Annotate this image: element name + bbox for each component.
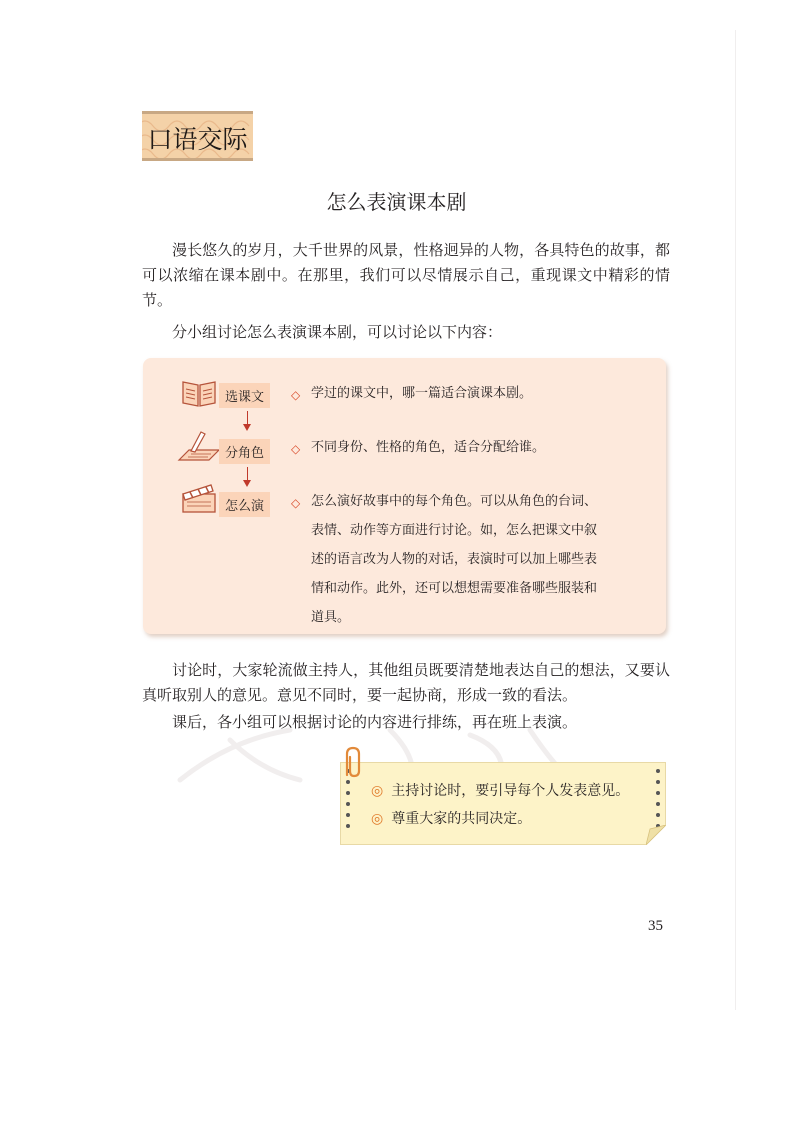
after-class-paragraph: 课后，各小组可以根据讨论的内容进行排练，再在班上表演。 (172, 713, 578, 731)
arrow-connector (247, 467, 248, 481)
pen-paper-icon (175, 430, 221, 464)
step-desc-line: 怎么演好故事中的每个角色。可以从角色的台词、 (311, 494, 598, 509)
diamond-bullet-icon: ◇ (291, 388, 301, 402)
step-label-perform: 怎么演 (219, 492, 270, 517)
clapperboard-icon (181, 482, 217, 514)
step-desc-line: 不同身份、性格的角色，适合分配给谁。 (311, 440, 546, 455)
arrow-down-icon (243, 480, 251, 487)
tips-note (340, 762, 666, 845)
step-desc-line: 道具。 (311, 610, 351, 625)
section-badge-title: 口语交际 (147, 125, 248, 154)
discussion-rules-paragraph: 讨论时，大家轮流做主持人，其他组员既要清楚地表达自己的想法，又要认真听取别人的意见。意见不同时，要一起协商，形成一致的看法。 (142, 661, 670, 704)
page-curl-icon (646, 825, 666, 845)
intro-paragraph: 漫长悠久的岁月，大千世界的风景，性格迥异的人物，各具特色的故事，都可以浓缩在课本剧中。在那里，我们可以尽情展示自己，重现课文中精彩的情节。 (142, 241, 670, 309)
page-edge (735, 30, 736, 1010)
task-paragraph: 分小组讨论怎么表演课本剧，可以讨论以下内容： (172, 323, 503, 341)
step-desc-line: 表情、动作等方面进行讨论。如，怎么把课文中叙 (311, 523, 598, 538)
discussion-topics-box (143, 358, 666, 634)
paperclip-icon (339, 745, 367, 781)
step-label-select: 选课文 (219, 383, 270, 408)
diamond-bullet-icon: ◇ (291, 442, 301, 456)
circle-bullet-icon: ◎ (371, 783, 384, 799)
step-desc-line: 学过的课文中，哪一篇适合演课本剧。 (311, 386, 533, 401)
step-desc-line: 情和动作。此外，还可以想想需要准备哪些服装和 (311, 581, 598, 596)
diamond-bullet-icon: ◇ (291, 496, 301, 510)
tip-item (371, 780, 629, 800)
lesson-title: 怎么表演课本剧 (326, 190, 467, 214)
section-badge (142, 111, 253, 161)
arrow-down-icon (243, 424, 251, 431)
tip-text: 主持讨论时，要引导每个人发表意见。 (391, 783, 630, 799)
step-desc-line: 述的语言改为人物的对话，表演时可以加上哪些表 (311, 552, 598, 567)
arrow-connector (247, 411, 248, 425)
open-book-icon (181, 378, 217, 408)
page-number: 35 (648, 918, 663, 934)
tip-text: 尊重大家的共同决定。 (391, 811, 532, 827)
tip-item (371, 808, 531, 828)
step-label-roles: 分角色 (219, 439, 270, 464)
circle-bullet-icon: ◎ (371, 811, 384, 827)
